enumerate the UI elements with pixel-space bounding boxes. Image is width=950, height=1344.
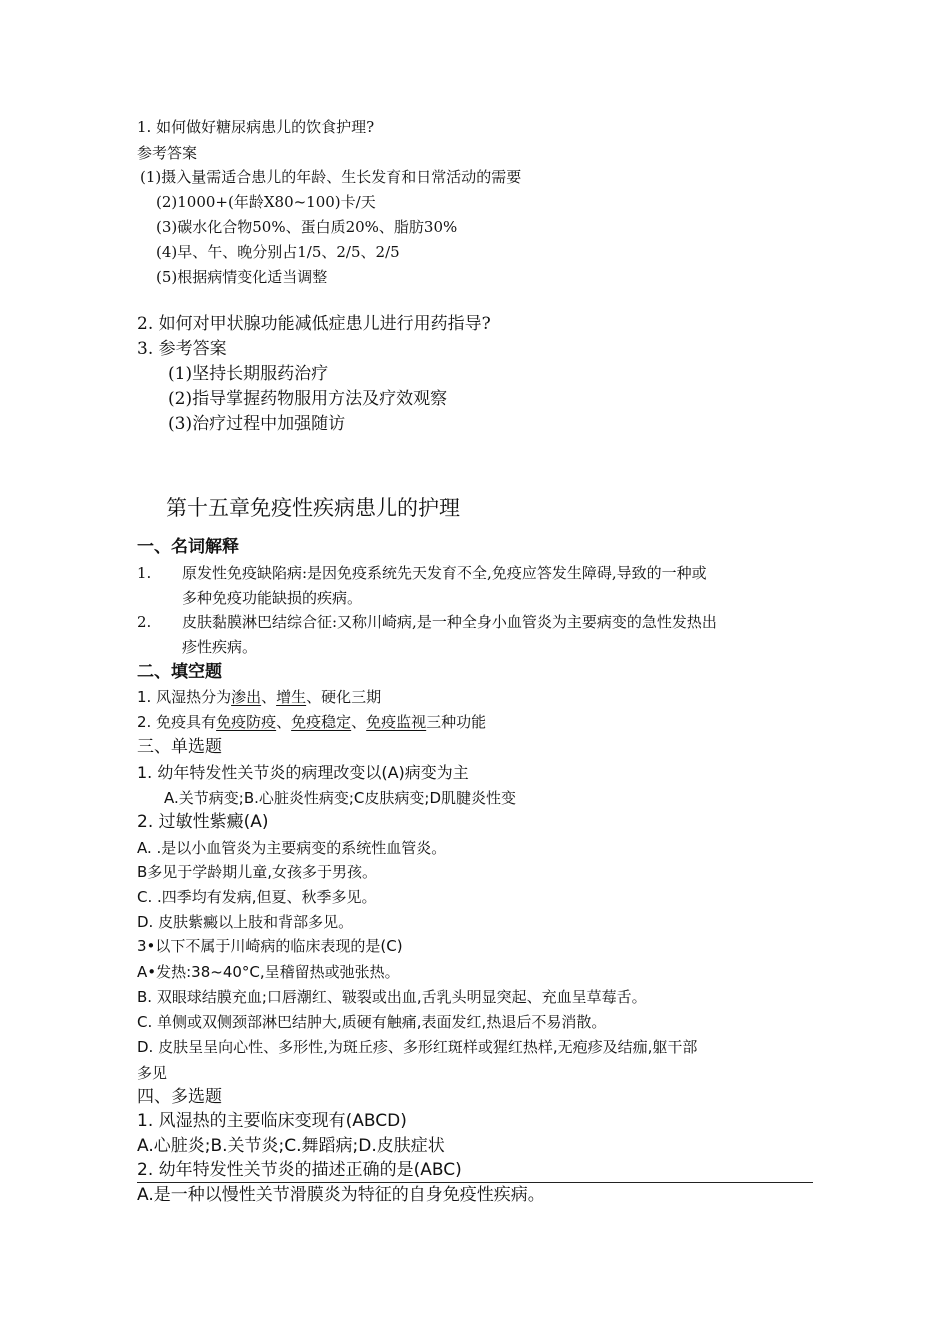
answer-item: (2)1000+(年龄X80~100)卡/天 xyxy=(156,193,376,211)
choice-option: A. .是以小血管炎为主要病变的系统性血管炎。 xyxy=(137,839,447,857)
answer-item: (2)指导掌握药物服用方法及疗效观察 xyxy=(168,389,448,409)
fill-answer: 免疫防疫 xyxy=(216,713,277,731)
divider-line xyxy=(137,1182,813,1183)
fill-text: 、 xyxy=(276,713,292,731)
fill-text: 、硬化三期 xyxy=(306,688,382,706)
choice-option: B多见于学龄期儿童,女孩多于男孩。 xyxy=(137,863,378,881)
definition-text: 原发性免疫缺陷病:是因免疫系统先天发育不全,免疫应答发生障碍,导致的一种或 xyxy=(182,564,707,582)
definition-number: 2. xyxy=(137,613,152,631)
choice-options: A.关节病变;B.心脏炎性病变;C皮肤病变;D肌腱炎性变 xyxy=(164,789,517,807)
question-1: 1. 如何做好糖尿病患儿的饮食护理? xyxy=(137,118,375,136)
fill-question-2 xyxy=(137,713,486,731)
answer-label: 参考答案 xyxy=(137,144,198,162)
answer-item: (5)根据病情变化适当调整 xyxy=(156,268,328,286)
single-choice-question: 3•以下不属于川崎病的临床表现的是(C) xyxy=(137,937,403,955)
question-2: 2. 如何对甲状腺功能减低症患儿进行用药指导? xyxy=(137,314,491,334)
single-choice-question: 2. 过敏性紫癜(A) xyxy=(137,812,269,832)
choice-option: C. .四季均有发病,但夏、秋季多见。 xyxy=(137,888,377,906)
section-heading: 四、多选题 xyxy=(137,1087,222,1107)
choice-options: A.心脏炎;B.关节炎;C.舞蹈病;D.皮肤症状 xyxy=(137,1136,445,1156)
choice-option: A.是一种以慢性关节滑膜炎为特征的自身免疫性疾病。 xyxy=(137,1185,545,1205)
definition-text: 多种免疫功能缺损的疾病。 xyxy=(182,589,363,607)
answer-item: (3)治疗过程中加强随访 xyxy=(168,414,346,434)
choice-option: 多见 xyxy=(137,1064,168,1082)
section-heading: 三、单选题 xyxy=(137,737,222,757)
fill-text: 、 xyxy=(351,713,367,731)
fill-text: 三种功能 xyxy=(426,713,487,731)
fill-answer: 免疫监视 xyxy=(366,713,427,731)
multi-choice-question: 2. 幼年特发性关节炎的描述正确的是(ABC) xyxy=(137,1160,462,1180)
choice-option: D. 皮肤紫癜以上肢和背部多见。 xyxy=(137,913,354,931)
definition-number: 1. xyxy=(137,564,152,582)
question-3: 3. 参考答案 xyxy=(137,339,227,359)
choice-option: B. 双眼球结膜充血;口唇潮红、皲裂或出血,舌乳头明显突起、充血呈草莓舌。 xyxy=(137,988,647,1006)
answer-item: (4)早、午、晚分别占1/5、2/5、2/5 xyxy=(156,243,400,261)
fill-text: 2. 免疫具有 xyxy=(137,713,217,731)
multi-choice-question: 1. 风湿热的主要临床变现有(ABCD) xyxy=(137,1111,407,1131)
answer-item: (1)摄入量需适合患儿的年龄、生长发育和日常活动的需要 xyxy=(140,168,522,186)
chapter-title: 第十五章免疫性疾病患儿的护理 xyxy=(166,496,460,520)
fill-text: 、 xyxy=(261,688,277,706)
definition-text: 疹性疾病。 xyxy=(182,638,258,656)
choice-option: D. 皮肤呈呈向心性、多形性,为斑丘疹、多形红斑样或猩红热样,无疱疹及结痂,躯干部 xyxy=(137,1038,698,1056)
fill-answer: 免疫稳定 xyxy=(291,713,352,731)
choice-option: C. 单侧或双侧颈部淋巴结肿大,质硬有触痛,表面发红,热退后不易消散。 xyxy=(137,1013,607,1031)
answer-item: (3)碳水化合物50%、蛋白质20%、脂肪30% xyxy=(156,218,458,236)
fill-answer: 增生 xyxy=(276,688,307,706)
answer-item: (1)坚持长期服药治疗 xyxy=(168,364,329,384)
section-heading: 一、名词解释 xyxy=(137,537,239,557)
definition-text: 皮肤黏膜淋巴结综合征:又称川崎病,是一种全身小血管炎为主要病变的急性发热出 xyxy=(182,613,717,631)
fill-question-1 xyxy=(137,688,381,706)
single-choice-question: 1. 幼年特发性关节炎的病理改变以(A)病变为主 xyxy=(137,763,469,782)
choice-option: A•发热:38~40°C,呈稽留热或弛张热。 xyxy=(137,963,400,981)
fill-answer: 渗出 xyxy=(231,688,262,706)
section-heading: 二、填空题 xyxy=(137,662,222,682)
fill-text: 1. 风湿热分为 xyxy=(137,688,232,706)
